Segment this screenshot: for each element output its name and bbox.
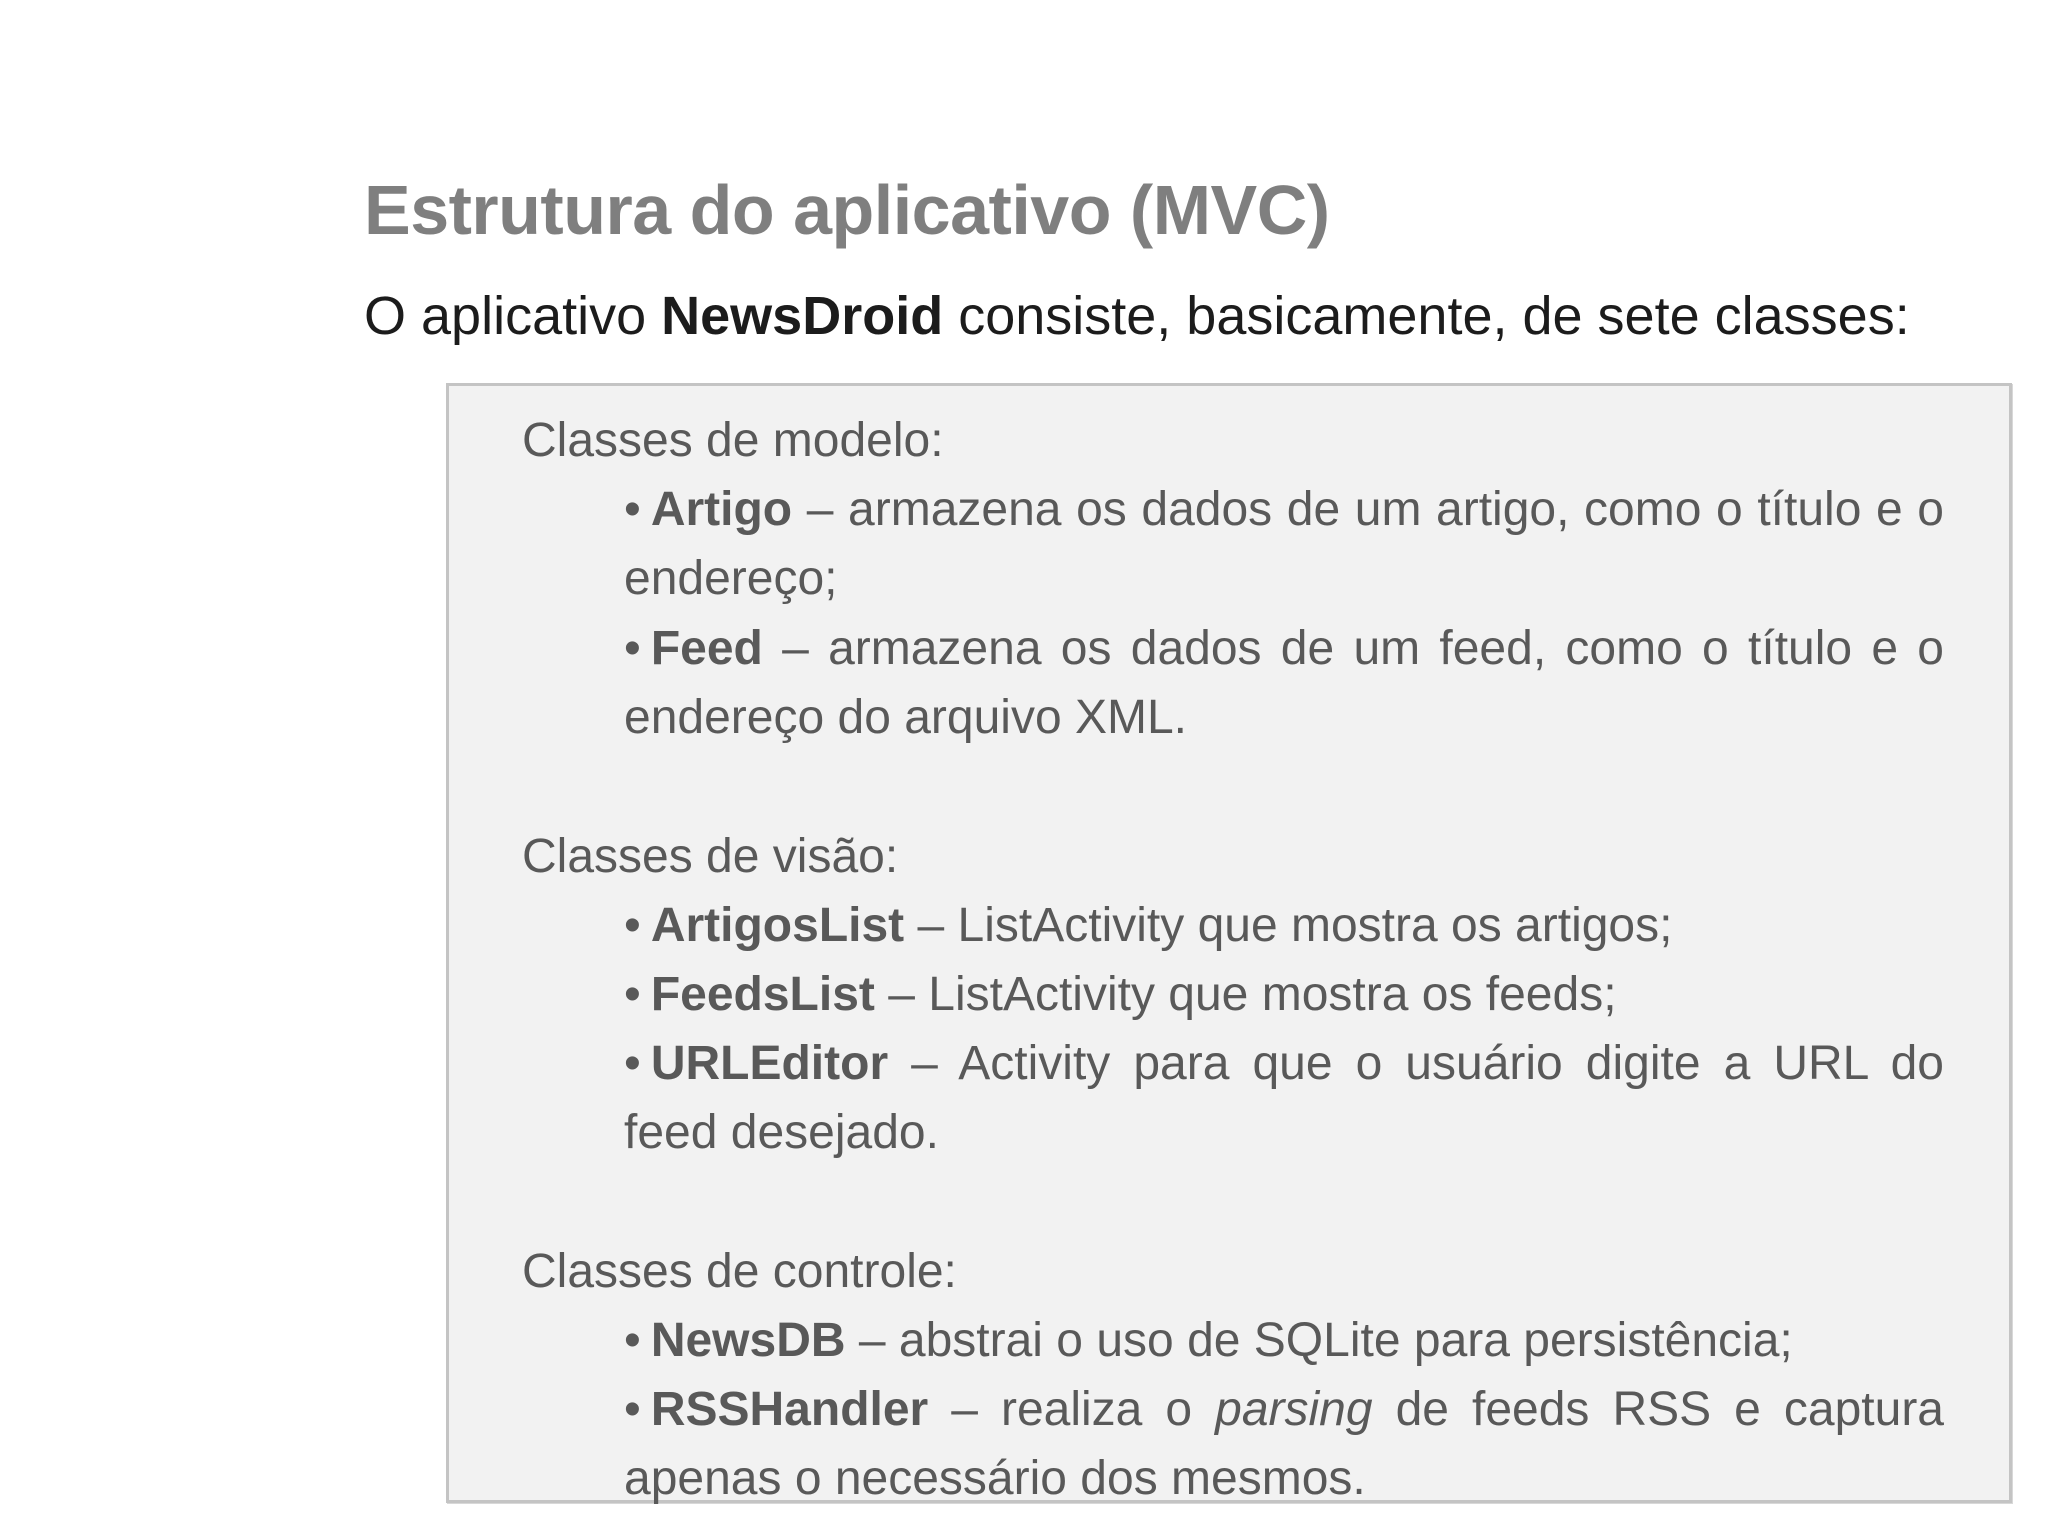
list-item-rsshandler: [624, 1375, 1944, 1513]
bullet: •: [624, 622, 641, 675]
list-item-artigo: [624, 475, 1944, 613]
bullet: •: [624, 483, 641, 536]
class-name-artigo: Artigo: [650, 483, 793, 536]
class-name-urleditor: URLEditor: [650, 1037, 889, 1090]
class-desc-feed: – armazena os dados de um feed, como o título e o endereço do arquivo XML.: [624, 622, 1944, 744]
app-name: NewsDroid: [661, 286, 944, 346]
control-classes-heading: Classes de controle:: [522, 1245, 957, 1298]
class-desc-urleditor: – Activity para que o usuário digite a URL do feed desejado.: [624, 1037, 1944, 1159]
class-desc-rsshandler-emphasis: parsing: [1215, 1383, 1373, 1436]
list-item-feed: [624, 614, 1944, 752]
class-name-feedslist: FeedsList: [650, 968, 875, 1021]
bullet: •: [624, 968, 641, 1021]
classes-box: [446, 383, 2012, 1503]
bullet: •: [624, 1037, 641, 1090]
class-name-rsshandler: RSSHandler: [650, 1383, 929, 1436]
class-name-artigoslist: ArtigosList: [650, 899, 905, 952]
list-item-artigoslist: [624, 891, 1944, 960]
class-desc-artigoslist: – ListActivity que mostra os artigos;: [904, 899, 1673, 952]
list-item-newsdb: [624, 1306, 1944, 1375]
intro-suffix: consiste, basicamente, de sete classes:: [943, 286, 1910, 346]
view-classes-heading: Classes de visão:: [522, 830, 899, 883]
list-item-urleditor: [624, 1029, 1944, 1167]
intro-prefix: O aplicativo: [364, 286, 662, 346]
class-name-newsdb: NewsDB: [650, 1314, 846, 1367]
class-desc-newsdb: – abstrai o uso de SQLite para persistência;: [845, 1314, 1793, 1367]
class-desc-rsshandler-after: de feeds RSS e captura apenas o necessário dos mesmos.: [624, 1383, 1945, 1505]
class-desc-rsshandler-before: – realiza o: [928, 1383, 1216, 1436]
list-item-feedslist: [624, 960, 1944, 1029]
bullet: •: [624, 1383, 641, 1436]
bullet: •: [624, 899, 641, 952]
bullet: •: [624, 1314, 641, 1367]
class-name-feed: Feed: [650, 622, 763, 675]
slide-title: Estrutura do aplicativo (MVC): [364, 171, 1330, 249]
intro-text: [364, 285, 1910, 347]
class-desc-artigo: – armazena os dados de um artigo, como o título e o endereço;: [624, 483, 1944, 605]
class-desc-feedslist: – ListActivity que mostra os feeds;: [874, 968, 1617, 1021]
model-classes-heading: Classes de modelo:: [522, 414, 944, 467]
